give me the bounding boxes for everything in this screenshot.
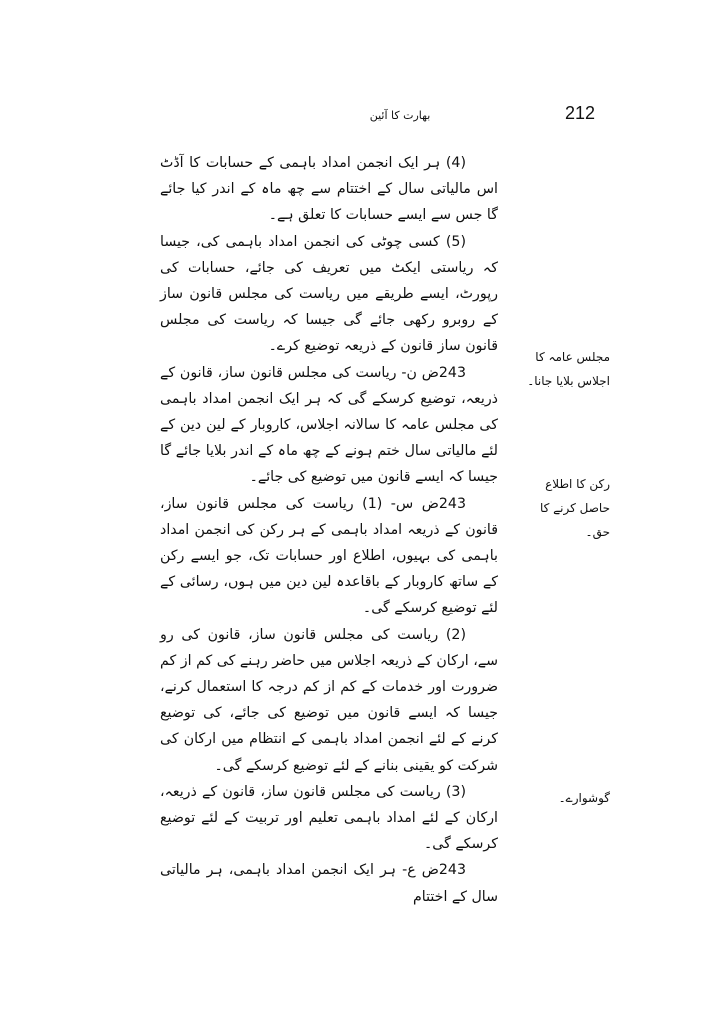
- paragraph-apex-society-report: (5) کسی چوٹی کی انجمن امداد باہمی کی، جیسا کہ ریاستی ایکٹ میں تعریف کی جائے، حسابات کی رپورٹ، ایسے طریقے میں ریاست کی مجلس قانون ساز کے روبرو رکھی جائے گی جیسا کہ ریاست کی مجلس قانون ساز قانون کے ذریعہ توضیع کرے۔: [160, 233, 498, 355]
- paragraph-audit-timing: (4) ہر ایک انجمن امداد باہمی کے حسابات کا آڈٹ اس مالیاتی سال کے اختتام سے چھ ماہ کے اندر کیا جائے گا جس سے ایسے حسابات کا تعلق ہے۔: [160, 155, 498, 224]
- paragraph-243zo-2: (2) ریاست کی مجلس قانون ساز، قانون کی رو سے، ارکان کے ذریعہ اجلاس میں حاضر رہنے کی کم از کم ضرورت اور خدمات کے کم از کم درجہ کا استعمال کرنے، جیسا کہ ایسے قانون میں توضیع کی جائے، کی توضیع کرنے کے لئے انجمن امداد باہمی کے انتظام میں ارکان کی شرکت کو یقینی بنانے کے لئے توضیع کرسکے گی۔: [160, 626, 498, 774]
- margin-note-general-meeting: مجلس عامہ کا اجلاس بلایا جانا۔: [527, 350, 610, 388]
- paragraph-243zn: 243ض ن- ریاست کی مجلس قانون ساز، قانون کے ذریعہ، توضیع کرسکے گی کہ ہر ایک انجمن امداد باہمی کی مجلس عامہ کا سالانہ اجلاس، کاروبار کے لین دین کے لئے مالیاتی سال ختم ہونے کے چھ ماہ کے اندر بلایا جائے گا جیسا کہ ایسے قانون میں توضیع کی جائے۔: [160, 364, 498, 486]
- running-title: بھارت کا آئین: [369, 109, 431, 122]
- margin-note-returns: گوشوارے۔: [558, 791, 610, 805]
- page-number: 212: [565, 103, 596, 123]
- body-text: [160, 150, 498, 910]
- paragraph-243zp: 243ض ع- ہر ایک انجمن امداد باہمی، ہر مالیاتی سال کے اختتام: [160, 862, 498, 905]
- paragraph-243zo-3: (3) ریاست کی مجلس قانون ساز، قانون کے ذریعہ، ارکان کے لئے امداد باہمی تعلیم اور تربیت کے لئے توضیع کرسکے گی۔: [160, 783, 498, 853]
- margin-note-right-to-information: رکن کا اطلاع حاصل کرنے کا حق۔: [539, 477, 610, 539]
- paragraph-243zo-1: 243ض س- (1) ریاست کی مجلس قانون ساز، قانون کے ذریعہ امداد باہمی کے ہر رکن کی انجمن امداد باہمی کی بہیوں، اطلاع اور حسابات تک، جو ایسے رکن کے ساتھ کاروبار کے باقاعدہ لین دین میں ہوں، رسائی کے لئے توضیع کرسکے گی۔: [160, 495, 498, 617]
